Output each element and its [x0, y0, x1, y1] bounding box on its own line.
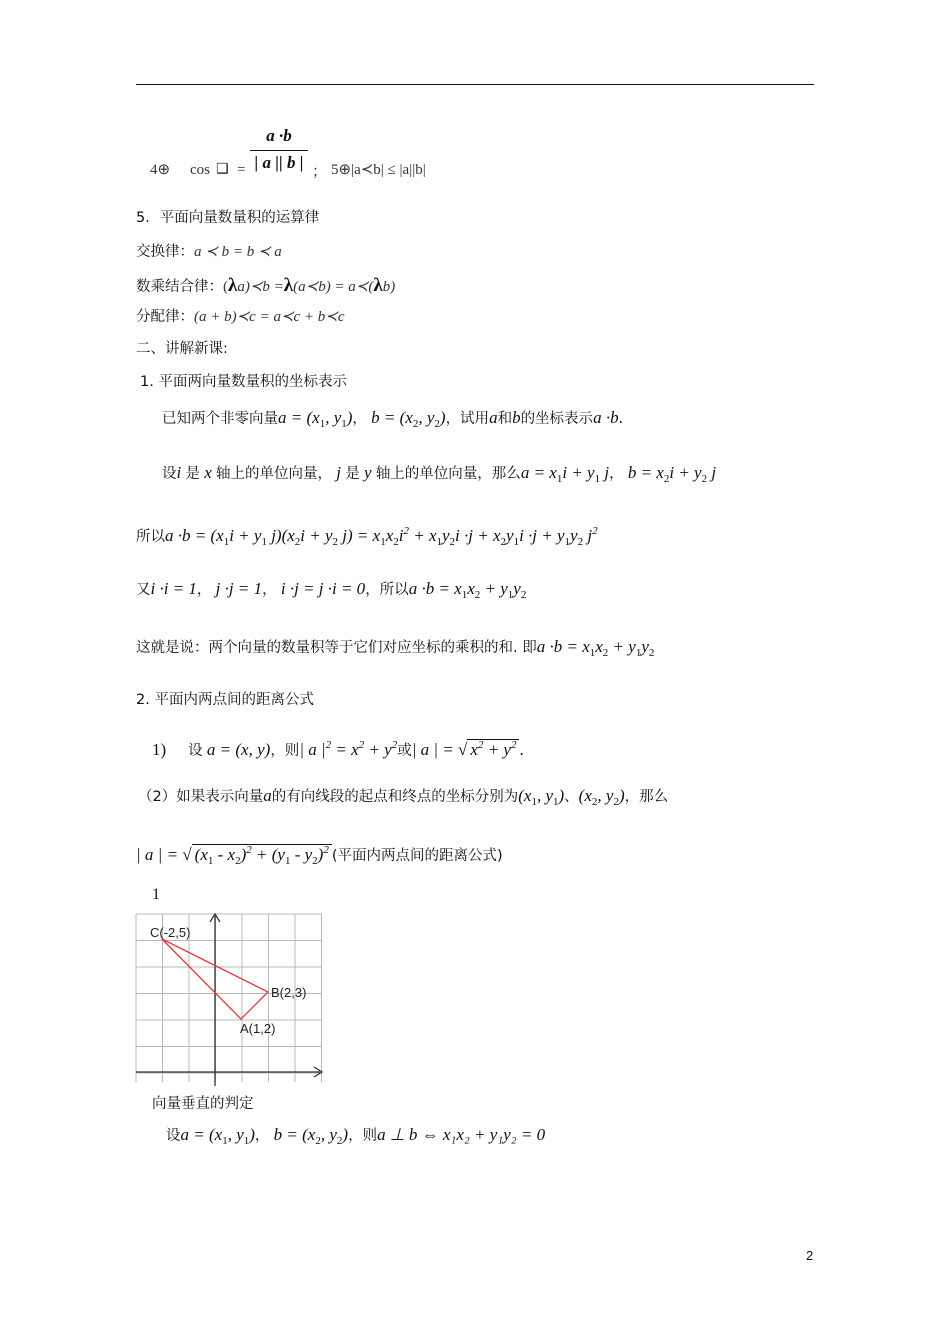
then-1: ，则	[270, 743, 300, 759]
y-symbol: y	[359, 463, 376, 482]
item1-let: 设	[188, 743, 203, 759]
j-symbol: j	[332, 463, 346, 482]
cos-fraction-bar	[250, 150, 308, 151]
section5-title: 5．平面向量数量积的运算律	[136, 210, 320, 226]
ab-dot: a ·b	[593, 408, 619, 427]
i-symbol: i	[176, 463, 186, 482]
cos-eq: =	[237, 162, 246, 178]
semicolon: ；	[312, 164, 328, 180]
or-word: 或	[397, 743, 412, 759]
assoc-part2: (a≺b) = a≺(	[293, 279, 374, 295]
item1-line: 1) 设 a = (x, y)，则| a $|^2 = x^2 + y^2$或| a | = √ $x^2 + y^2$ .	[152, 739, 524, 759]
a-xy: a = (x, y)	[202, 740, 271, 759]
unit-vectors-line	[162, 463, 716, 489]
let-i: 设	[162, 466, 177, 482]
label-point-a: A(1,2)	[240, 1021, 276, 1036]
expansion-line	[136, 521, 598, 552]
associative-law	[136, 276, 395, 297]
comma-4: ，	[262, 582, 277, 598]
page-number: 2	[806, 1248, 814, 1263]
comma-1: ，	[352, 411, 367, 427]
commutative-law	[136, 241, 282, 262]
cos-word: cos	[190, 162, 210, 178]
dot-result-2: $a \cdot b = x_1x_2 + y_1y_2$	[536, 637, 655, 659]
given-text: 已知两个非零向量	[162, 411, 278, 427]
item2-text-b: 的有向线段的起点和终点的坐标分别为	[271, 789, 519, 805]
item1-number: 1)	[152, 740, 167, 759]
item4-marker: 4⊕	[150, 162, 171, 178]
part2-title: 2. 平面内两点间的距离公式	[136, 692, 314, 708]
item2-text-a: （2）如果表示向量	[138, 789, 264, 805]
period: .	[618, 408, 623, 427]
assoc-label: 数乘结合律：	[136, 279, 223, 295]
section2-title: 二、讲解新课:	[136, 341, 228, 357]
coord-expr: 的坐标表示	[520, 411, 594, 427]
theta-box: ❑	[216, 161, 229, 177]
lambda-3: λ	[373, 275, 383, 296]
figure-number: 1	[152, 886, 160, 903]
lambda-2: λ	[283, 275, 294, 296]
dot-result: $a \cdot b = x_1x_2 + y_1y_2$	[408, 579, 527, 601]
distance-formula: | a | = √ $(x_1 - x_2)^2 + (y_1 - y_2)^2$	[136, 844, 332, 864]
b-symbol: b	[512, 408, 521, 427]
vector-b-def: $b = (x_2$, $y_2$)	[366, 408, 446, 430]
item2-sep: 、	[564, 789, 579, 805]
distance-note: (平面内两点间的距离公式)	[331, 848, 503, 864]
vector-a-def: $a = (x_1$, $y_1$)	[278, 408, 353, 430]
cos-denominator: | a || b |	[254, 153, 304, 172]
so-label: 所以	[136, 529, 165, 545]
lambda-1: λ	[228, 275, 238, 296]
ij-eq: i ·j = j ·i = 0	[276, 579, 366, 598]
norm-squared: | a $|^2 = x^2 + y^2$	[299, 739, 398, 759]
again: 又	[136, 582, 151, 598]
a-decomp: $a = x_1i + y_1$ j	[520, 463, 610, 485]
b-decomp: $b = x_2i + y_2$ j	[623, 463, 717, 485]
distributive-law	[136, 306, 345, 327]
header-rule	[136, 84, 814, 85]
and-word: 和	[497, 411, 513, 427]
point-1: ($x_1$, $y_1$)	[518, 786, 565, 808]
conclusion-line	[136, 637, 654, 663]
comma-3: ，	[196, 582, 212, 598]
orthonormal-line	[136, 579, 526, 605]
cos-numerator: a ·b	[266, 126, 292, 145]
ii-eq: i ·i = 1	[150, 579, 197, 598]
commutative-label: 交换律：	[136, 244, 194, 260]
conclusion-text: 这就是说：两个向量的数量积等于它们对应坐标的乘积的和. 即	[136, 640, 537, 656]
assoc-part3: b)	[382, 279, 396, 295]
a-symbol-2: a	[263, 786, 272, 805]
perp-then: ，则	[348, 1128, 378, 1144]
so2: ，所以	[365, 582, 409, 598]
x-axis-text: 轴上的单位向量，	[216, 466, 333, 482]
perpendicular-line	[166, 1125, 545, 1151]
distrib-label: 分配律：	[136, 309, 194, 325]
perp-a: $a = (x_1$, $y_1$)	[180, 1125, 255, 1147]
perpendicular-title: 向量垂直的判定	[152, 1096, 254, 1112]
point-2: ($x_2$, $y_2$)	[578, 786, 625, 808]
item2-line	[138, 786, 668, 812]
item5-inequality: 5⊕|a≺b| ≤ |a||b|	[331, 162, 426, 178]
perp-let: 设	[166, 1128, 181, 1144]
y-axis-text: 轴上的单位向量，那么	[375, 466, 521, 482]
i-is: 是	[185, 466, 200, 482]
given-line	[162, 408, 623, 434]
try-with: ，试用	[445, 411, 490, 427]
label-point-b: B(2,3)	[271, 985, 307, 1000]
commutative-formula: a ≺ b = b ≺ a	[194, 244, 282, 260]
x-symbol: x	[199, 463, 217, 482]
distrib-formula: (a + b)≺c = a≺c + b≺c	[194, 309, 345, 325]
comma-5: ，	[254, 1128, 270, 1144]
j-is: 是	[345, 466, 360, 482]
coordinate-graph	[134, 912, 330, 1088]
dot-expansion: $a \cdot b = (x_1i + y_1$ $j)(x_2i + y_2$ $j) = x_1x_2i^2 + x_1y_2i \cdot j + x_2y_1i \cdot j + y_1y_2$ $j^2$	[165, 525, 598, 548]
perp-b: $b = (x_2$, $y_2$)	[269, 1125, 349, 1147]
distance-formula-line	[136, 840, 503, 871]
perp-condition: a ⊥ b ⇔ x₁x₂ + y₁y₂ = 0	[377, 1125, 546, 1144]
assoc-part1: a)≺b =	[237, 279, 284, 295]
label-point-c: C(-2,5)	[150, 925, 191, 940]
item2-text-d: ，那么	[624, 789, 669, 805]
part1-title: 1. 平面两向量数量积的坐标表示	[140, 374, 347, 390]
norm-sqrt: | a | = √ $x^2 + y^2$	[412, 739, 520, 759]
assoc-paren: (	[223, 279, 228, 295]
comma-2: ，	[609, 466, 624, 482]
jj-eq: j ·j = 1	[211, 579, 263, 598]
a-symbol: a	[489, 408, 498, 427]
